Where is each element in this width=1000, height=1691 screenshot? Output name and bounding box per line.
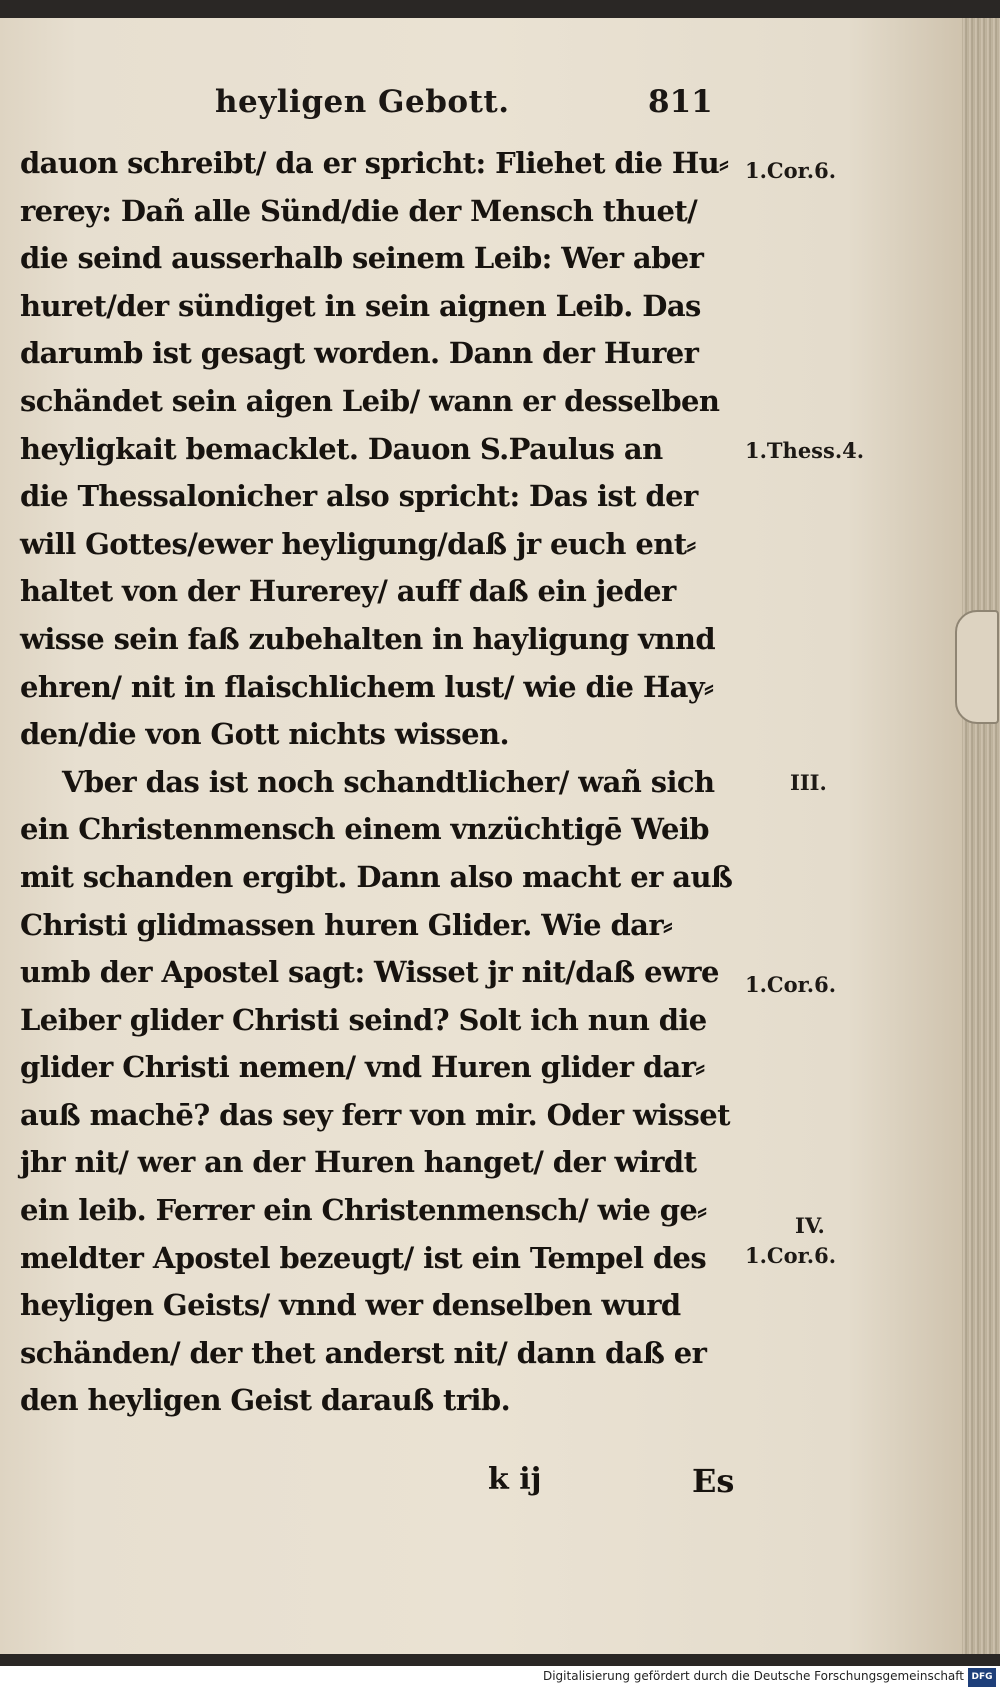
marginal-section-iv: IV.: [795, 1213, 825, 1238]
text-line: ein leib. Ferrer ein Christenmensch/ wie ge⸗: [20, 1193, 707, 1228]
text-line: den heyligen Geist darauß trib.: [20, 1383, 511, 1418]
text-line: mit schanden ergibt. Dann also macht er auß: [20, 859, 733, 894]
dfg-logo: DFG: [968, 1668, 996, 1687]
body-text: [20, 140, 740, 1425]
marginal-note-cor-6: 1.Cor.6.: [745, 972, 837, 997]
text-line: huret/der sündiget in sein aignen Leib. Das: [20, 288, 701, 323]
footer-bar: [0, 1666, 1000, 1691]
marginal-note-cor-6: 1.Cor.6.: [745, 158, 837, 183]
marginal-note-thess-4: 1.Thess.4.: [745, 438, 865, 463]
text-line: jhr nit/ wer an der Huren hanget/ der wirdt: [20, 1145, 697, 1180]
page-number: 811: [648, 84, 713, 120]
marginal-section-iii: III.: [790, 770, 827, 795]
text-line: den/die von Gott nichts wissen.: [20, 717, 509, 752]
text-line: wisse sein faß zubehalten in hayligung vnnd: [20, 621, 716, 656]
text-line: Christi glidmassen huren Glider. Wie dar⸗: [20, 907, 673, 942]
catchword: Es: [692, 1462, 735, 1500]
text-line: dauon schreibt/ da er spricht: Fliehet die Hu⸗: [20, 146, 729, 180]
catchword-row: [0, 1462, 900, 1512]
text-line: darumb ist gesagt worden. Dann der Hurer: [20, 336, 699, 371]
paragraph-start-line: Vber das ist noch schandtlicher/ wañ sich: [62, 764, 715, 799]
text-line: glider Christi nemen/ vnd Huren glider dar⸗: [20, 1050, 705, 1085]
text-line: haltet von der Hurerey/ auff daß ein jeder: [20, 574, 676, 609]
text-line: rerey: Dañ alle Sünd/die der Mensch thuet/: [20, 193, 698, 228]
text-line: die Thessalonicher also spricht: Das ist der: [20, 479, 698, 514]
footer-credit: Digitalisierung gefördert durch die Deutsche Forschungsgemeinschaft: [542, 1669, 964, 1683]
text-line: heyligkait bemacklet. Dauon S.Paulus an: [20, 431, 663, 466]
marginal-note-cor-6: 1.Cor.6.: [745, 1243, 837, 1268]
text-line: die seind ausserhalb seinem Leib: Wer aber: [20, 241, 704, 276]
page-clip: [955, 610, 999, 724]
text-line: will Gottes/ewer heyligung/daß jr euch ent⸗: [20, 526, 696, 561]
text-line: Leiber glider Christi seind? Solt ich nun die: [20, 1002, 707, 1037]
text-line: ehren/ nit in flaischlichem lust/ wie die Hay⸗: [20, 669, 714, 704]
page-edge: [962, 18, 1000, 1654]
text-line: meldter Apostel bezeugt/ ist ein Tempel des: [20, 1240, 707, 1275]
signature-mark: k ij: [488, 1462, 542, 1497]
text-line: ein Christenmensch einem vnzüchtigē Weib: [20, 812, 709, 847]
running-head: [0, 84, 900, 128]
text-line: auß machē? das sey ferr von mir. Oder wisset: [20, 1097, 730, 1132]
text-line: schänden/ der thet anderst nit/ dann daß er: [20, 1335, 707, 1370]
text-line: heyligen Geists/ vnnd wer denselben wurd: [20, 1288, 681, 1323]
text-line: umb der Apostel sagt: Wisset jr nit/daß ewre: [20, 955, 719, 990]
running-head-title: heyligen Gebott.: [215, 84, 510, 120]
text-line: schändet sein aigen Leib/ wann er desselben: [20, 383, 720, 418]
